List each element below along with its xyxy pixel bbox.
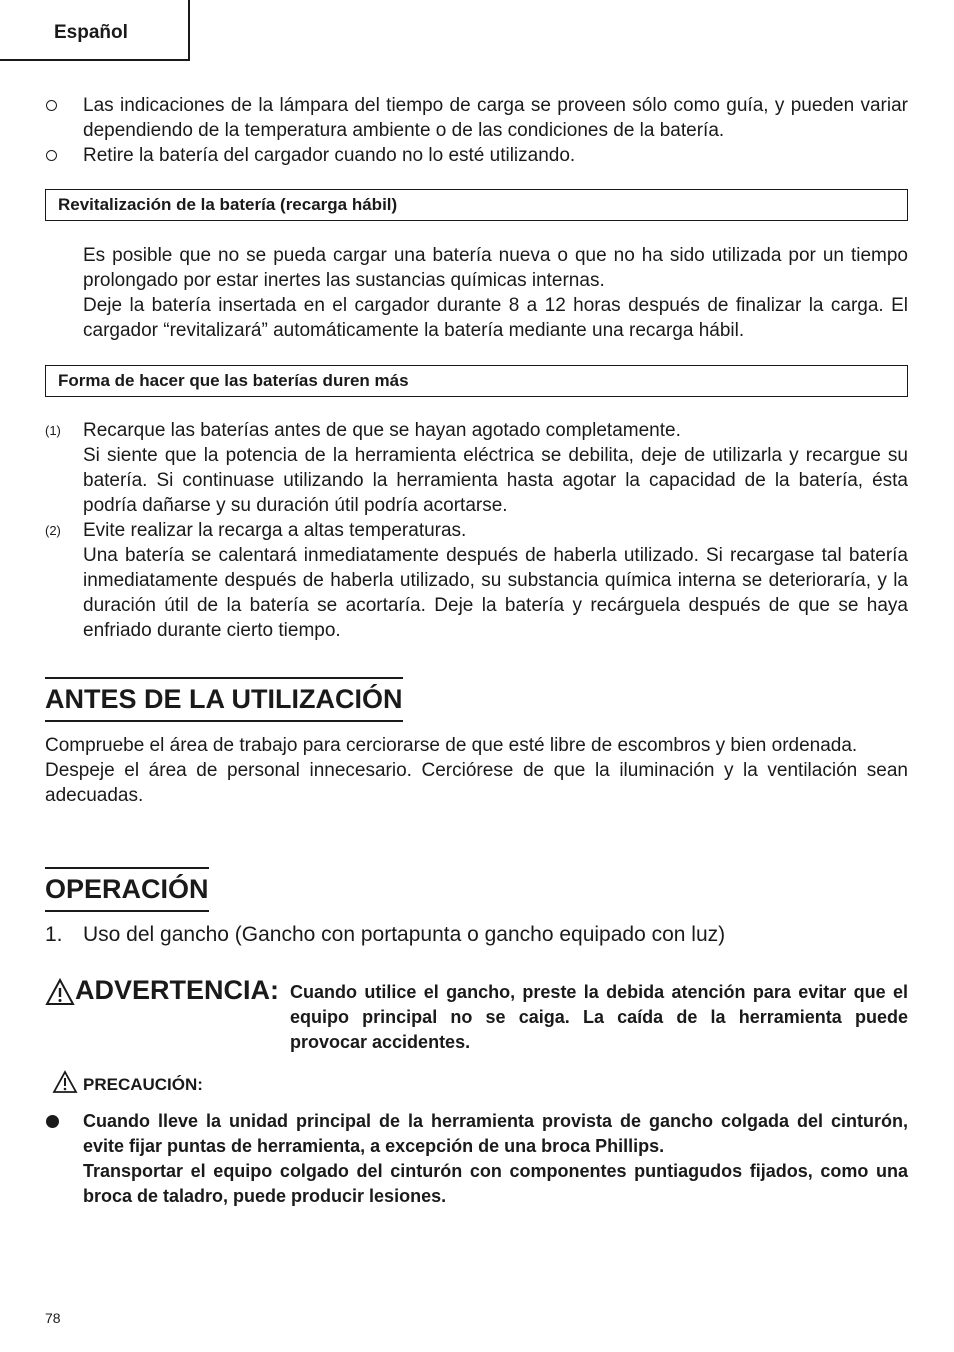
revitalization-heading: Revitalización de la batería (recarga hábil) xyxy=(45,189,908,221)
paragraph: Despeje el área de personal innecesario. Cerciórese de que la iluminación y la ventilación sean adecuadas. xyxy=(45,760,908,806)
paragraph: Deje la batería insertada en el cargador durante 8 a 12 horas después de finalizar la carga. El cargador “revitalizará” automáticamente la batería mediante una recarga hábil. xyxy=(83,295,908,341)
list-item xyxy=(45,518,908,643)
list-item: Las indicaciones de la lámpara del tiempo de carga se proveen sólo como guía, y pueden variar dependiendo de la temperatura ambiente o de las condiciones de la batería. xyxy=(45,93,908,143)
longer-life-list xyxy=(45,418,908,643)
list-item: Retire la batería del cargador cuando no lo esté utilizando. xyxy=(45,143,908,168)
revitalization-text xyxy=(45,243,908,343)
caution-list xyxy=(45,1109,908,1209)
language-tab xyxy=(0,0,190,61)
item-number: (2) xyxy=(45,523,61,538)
list-item: Cuando lleve la unidad principal de la herramienta provista de gancho colgada del cinturón, evite fijar puntas de herramienta, a excepción de una broca Phillips. Transportar el equipo colgado del cinturón con componentes puntiagudos fijados, como una broca de taladro, puede producir lesiones. xyxy=(45,1109,908,1209)
warning-text: Cuando utilice el gancho, preste la debida atención para evitar que el equipo principal no se caiga. La caída de la herramienta puede provocar accidentes. xyxy=(290,982,908,1052)
item-number: (1) xyxy=(45,423,61,438)
operation-step xyxy=(45,921,908,949)
before-use-text xyxy=(45,733,908,808)
warning-label: ADVERTENCIA: xyxy=(75,975,280,1005)
step-text: Uso del gancho (Gancho con portapunta o gancho equipado con luz) xyxy=(83,923,726,946)
circle-bullet-icon xyxy=(46,150,57,161)
item-title: Recarque las baterías antes de que se hayan agotado completamente. xyxy=(83,420,681,441)
page-number: 78 xyxy=(45,1310,61,1326)
section-title-before-use: ANTES DE LA UTILIZACIÓN xyxy=(45,677,403,722)
notes-list xyxy=(45,93,908,168)
paragraph: Compruebe el área de trabajo para cerciorarse de que esté libre de escombros y bien ordenada. xyxy=(45,735,858,756)
language-label: Español xyxy=(54,22,128,43)
caution-label: PRECAUCIÓN: xyxy=(83,1075,203,1094)
step-number: 1. xyxy=(45,923,63,946)
warning-triangle-icon xyxy=(45,978,75,1006)
item-title: Evite realizar la recarga a altas temperaturas. xyxy=(83,520,467,541)
circle-bullet-icon xyxy=(46,100,57,111)
longer-life-heading: Forma de hacer que las baterías duren más xyxy=(45,365,908,397)
list-item xyxy=(45,418,908,518)
caution-triangle-icon xyxy=(52,1070,78,1094)
paragraph: Es posible que no se pueda cargar una batería nueva o que no ha sido utilizada por un tiempo prolongado por estar inertes las sustancias químicas internas. xyxy=(83,245,908,291)
item-body: Si siente que la potencia de la herramienta eléctrica se debilita, deje de utilizarla y recargue su batería. Si continuase utilizando la herramienta hasta agotar la capacidad de la batería, ésta podría dañarse y su duración útil podría acortarse. xyxy=(83,445,908,516)
item-body: Una batería se calentará inmediatamente después de haberla utilizado. Si recargase tal batería inmediatamente después de haberla utilizado, su substancia química interna se deterioraría, y la duración útil de la batería se acortaría. Deje la batería y recárguela después de que se haya enfriado durante cierto tiempo. xyxy=(83,545,908,641)
section-title-operation: OPERACIÓN xyxy=(45,867,209,912)
filled-bullet-icon xyxy=(46,1115,59,1128)
